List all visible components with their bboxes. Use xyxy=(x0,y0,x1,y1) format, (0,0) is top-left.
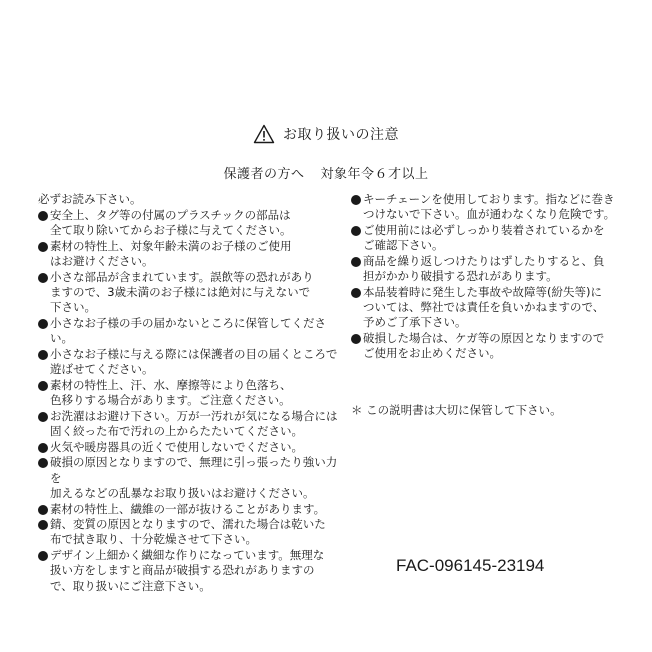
list-item xyxy=(38,270,338,316)
list-item xyxy=(38,440,338,455)
list-item-text: ご使用前には必ずしっかり装着されているかを ご確認下さい。 xyxy=(363,222,605,253)
bullet-icon xyxy=(351,334,361,344)
bullet-icon xyxy=(38,443,48,453)
storage-note: ＊ この説明書は大切に保管して下さい。 xyxy=(351,403,562,417)
warning-triangle-icon xyxy=(253,124,275,144)
right-column xyxy=(351,192,621,362)
bullet-icon xyxy=(38,242,48,252)
list-item-text: 火気や暖房器具の近くで使用しないでください。 xyxy=(50,439,303,454)
audience-line xyxy=(0,163,652,182)
bullet-icon xyxy=(38,319,48,329)
bullet-icon xyxy=(351,257,361,267)
bullet-icon xyxy=(38,381,48,391)
list-item xyxy=(351,223,621,253)
list-item-text: お洗濯はお避け下さい。万が一汚れが気になる場合には 固く絞った布で汚れの上からたたいてください。 xyxy=(50,408,338,439)
left-column xyxy=(38,192,338,594)
title-row xyxy=(0,124,652,144)
list-item xyxy=(38,455,338,501)
list-item xyxy=(351,285,621,331)
list-item-text: デザイン上細かく繊細な作りになっています。無理な 扱い方をしますと商品が破損する恐れがありますの で、取り扱いにご注意下さい。 xyxy=(50,548,325,593)
audience-label: 保護者の方へ xyxy=(223,167,305,182)
bullet-icon xyxy=(38,412,48,422)
bullet-icon xyxy=(38,273,48,283)
list-item xyxy=(38,409,338,439)
list-item-text: 小さなお子様に与える際には保護者の目の届くところで 遊ばせてください。 xyxy=(50,347,338,377)
page-title: お取り扱いの注意 xyxy=(283,127,399,143)
product-code: FAC-096145-23194 xyxy=(396,556,545,575)
list-item-text: 商品を繰り返しつけたりはずしたりすると、負 担がかかり破損する恐れがあります。 xyxy=(363,253,605,284)
list-item-text: 素材の特性上、汗、水、摩擦等により色落ち、 色移りする場合があります。ご注意ください。 xyxy=(50,377,292,408)
right-item-list xyxy=(351,192,621,361)
bullet-icon xyxy=(351,195,361,205)
list-item-text: 素材の特性上、対象年齢未満のお子様のご使用 はお避けください。 xyxy=(50,239,292,269)
list-item-text: 本品装着時に発生した事故や故障等(紛失等)に ついては、弊社では責任を負いかねますので、 予めご了承下さい。 xyxy=(363,284,605,330)
bullet-icon xyxy=(351,288,361,298)
bullet-icon xyxy=(351,226,361,236)
list-item xyxy=(38,502,338,517)
list-item xyxy=(38,378,338,408)
bullet-icon xyxy=(38,505,48,515)
lead-text: 必ずお読み下さい。 xyxy=(38,192,142,206)
bullet-icon xyxy=(38,211,48,221)
list-item xyxy=(351,254,621,284)
list-item-text: 安全上、タグ等の付属のプラスチックの部品は 全て取り除いてからお子様に与えてください。 xyxy=(50,208,292,238)
age-label: 対象年令６才以上 xyxy=(320,167,429,182)
bullet-icon xyxy=(38,350,48,360)
list-item-text: 素材の特性上、繊維の一部が抜けることがあります。 xyxy=(50,501,326,516)
list-item xyxy=(38,548,338,594)
list-item xyxy=(38,517,338,547)
list-item xyxy=(38,347,338,377)
list-item-text: 小さなお子様の手の届かないところに保管してください。 xyxy=(50,316,326,346)
list-item xyxy=(38,316,338,346)
left-item-list xyxy=(38,208,338,594)
list-item xyxy=(38,208,338,238)
list-item xyxy=(38,239,338,269)
list-item xyxy=(351,331,621,361)
bullet-icon xyxy=(38,520,48,530)
list-item-text: 小さな部品が含まれています。誤飲等の恐れがあり ますので、3歳未満のお子様には絶対に与えないで 下さい。 xyxy=(50,270,314,315)
list-item-text: キーチェーンを使用しております。指などに巻き つけないで下さい。血が通わなくなり危険です。 xyxy=(363,192,616,222)
list-item xyxy=(351,192,621,222)
bullet-icon xyxy=(38,458,48,468)
list-item-text: 錆、変質の原因となりますので、濡れた場合は乾いた 布で拭き取り、十分乾燥させて下さい。 xyxy=(50,517,326,547)
bullet-icon xyxy=(38,551,48,561)
list-item-text: 破損の原因となりますので、無理に引っ張ったり強い力を 加えるなどの乱暴なお取り扱いはお避けください。 xyxy=(50,455,338,500)
list-item-text: 破損した場合は、ケガ等の原因となりますので ご使用をお止めください。 xyxy=(363,330,605,361)
